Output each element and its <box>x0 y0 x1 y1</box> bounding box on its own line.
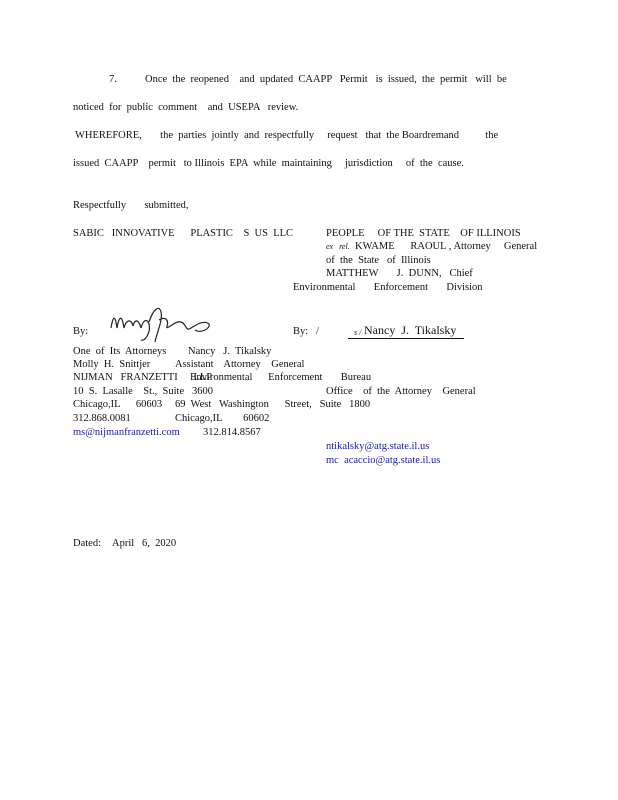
right-line-office: Office of the Attorney General <box>326 386 476 397</box>
right-line-address: 69 West Washington Street, Suite 1800 <box>175 399 371 410</box>
signature-icon <box>105 302 215 348</box>
left-line-firm: NIJMAN FRANZETTI LLP <box>73 372 213 383</box>
ag-name: KWAME RAOUL <box>354 241 447 252</box>
right-s-signature: s / <box>354 328 362 337</box>
left-line-name: Molly H. Snittjer <box>73 359 151 370</box>
right-line-bureau: Environmental Enforcement Bureau <box>190 372 372 383</box>
dated-label: Dated: <box>73 538 101 549</box>
wherefore-line1: WHEREFORE, the parties jointly and respectfully request that the Boardremand the <box>75 130 499 141</box>
left-line-attorneys: One of Its Attorneys <box>73 346 167 357</box>
ag-title: , Attorney General <box>448 241 538 252</box>
dated-value: April 6, 2020 <box>112 538 177 549</box>
right-by-label: By: <box>293 326 309 337</box>
right-email-link-1[interactable]: ntikalsky@atg.state.il.us <box>326 441 430 452</box>
right-party-name: PEOPLE OF THE STATE OF ILLINOIS <box>326 228 521 239</box>
para7-line2: noticed for public comment and USEPA review. <box>73 102 299 113</box>
right-line-phone: 312.814.8567 <box>203 427 261 438</box>
left-line-address: 10 S. Lasalle St., Suite 3600 <box>73 386 213 397</box>
right-party-chief: MATTHEW J. DUNN, Chief <box>326 268 473 279</box>
para7-line1: Once the reopened and updated CAAPP Permit is issued, the permit will be <box>145 74 507 85</box>
left-line-city: Chicago,IL 60603 <box>73 399 163 410</box>
right-slash: / <box>316 326 319 337</box>
right-email-link-2[interactable]: mc acaccio@atg.state.il.us <box>326 455 441 466</box>
right-party-state-line: of the State of Illinois <box>326 255 431 266</box>
right-line-title: Assistant Attorney General <box>175 359 305 370</box>
para7-number: 7. <box>109 74 117 85</box>
left-line-phone: 312.868.0081 <box>73 413 131 424</box>
closing-text: Respectfully submitted, <box>73 200 189 211</box>
right-line-city: Chicago,IL 60602 <box>175 413 270 424</box>
wherefore-line2: issued CAAPP permit to Illinois EPA while maintaining jurisdiction of the cause. <box>73 158 464 169</box>
left-by-label: By: <box>73 326 89 337</box>
left-party-name: SABIC INNOVATIVE PLASTIC S US LLC <box>73 228 294 239</box>
right-signer-name: Nancy J. Tikalsky <box>364 323 457 337</box>
left-email-link[interactable]: ms@nijmanfranzetti.com <box>73 427 180 438</box>
ex-rel-text: ex rel. <box>326 242 350 251</box>
right-line-name: Nancy J. Tikalsky <box>188 346 272 357</box>
right-party-ag-line <box>326 241 537 253</box>
right-party-division: Environmental Enforcement Division <box>293 282 483 293</box>
signature-underline <box>348 338 464 339</box>
